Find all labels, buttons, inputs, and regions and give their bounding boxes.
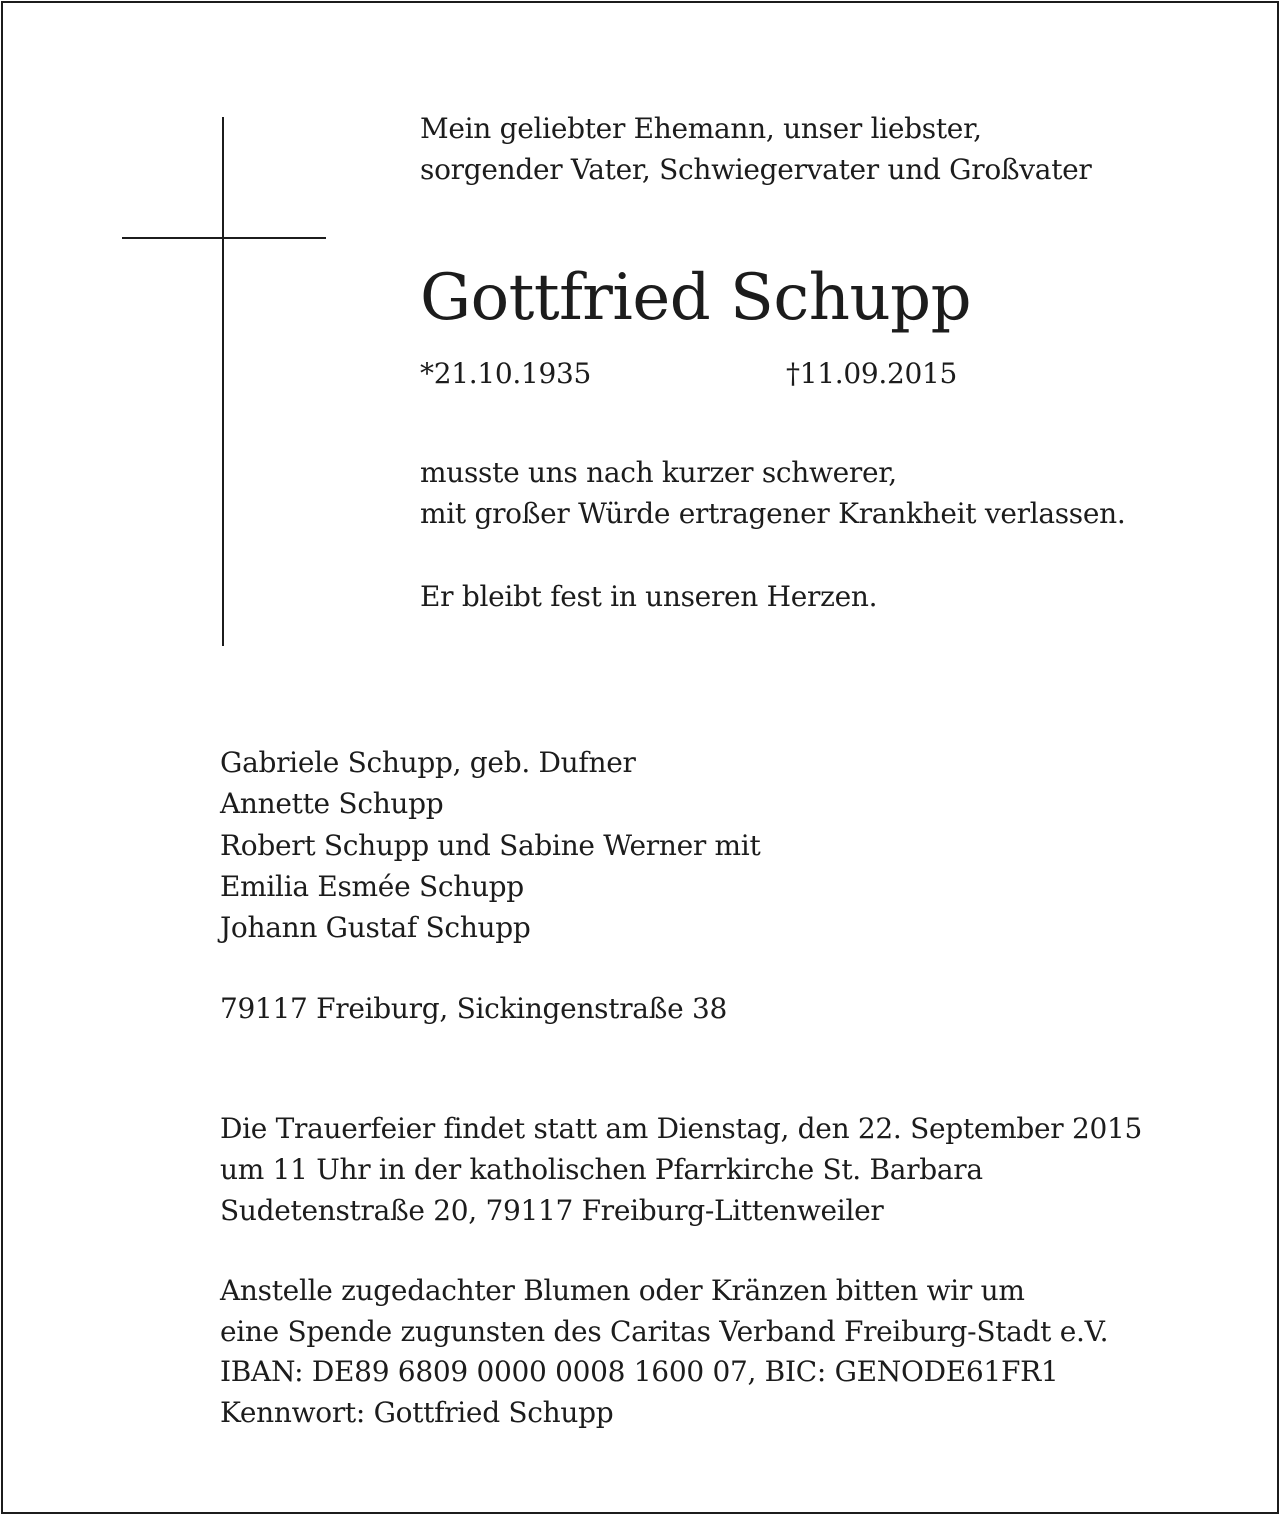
- donation-bank-details: IBAN: DE89 6809 0000 0008 1600 07, BIC: GENODE61FR1: [220, 1355, 1059, 1388]
- death-date: †11.09.2015: [786, 357, 958, 390]
- cross-icon-bar: [122, 237, 326, 239]
- donation-line-1: Anstelle zugedachter Blumen oder Kränzen bitten wir um: [220, 1274, 1025, 1307]
- family-member: Robert Schupp und Sabine Werner mit: [220, 829, 761, 862]
- family-member: Johann Gustaf Schupp: [220, 911, 531, 944]
- family-member: Emilia Esmée Schupp: [220, 870, 524, 903]
- deceased-name: Gottfried Schupp: [420, 261, 972, 335]
- intro-line-1: Mein geliebter Ehemann, unser liebster,: [420, 112, 982, 145]
- birth-date: *21.10.1935: [420, 357, 592, 390]
- ceremony-line-2: um 11 Uhr in der katholischen Pfarrkirche St. Barbara: [220, 1153, 983, 1186]
- ceremony-line-3: Sudetenstraße 20, 79117 Freiburg-Littenweiler: [220, 1194, 884, 1227]
- intro-line-2: sorgender Vater, Schwiegervater und Großvater: [420, 153, 1092, 186]
- donation-keyword: Kennwort: Gottfried Schupp: [220, 1396, 614, 1429]
- ceremony-line-1: Die Trauerfeier findet statt am Dienstag, den 22. September 2015: [220, 1112, 1143, 1145]
- family-member: Gabriele Schupp, geb. Dufner: [220, 746, 636, 779]
- message-line-1: musste uns nach kurzer schwerer,: [420, 456, 897, 489]
- family-address: 79117 Freiburg, Sickingenstraße 38: [220, 992, 727, 1025]
- cross-icon: [222, 117, 224, 646]
- donation-line-2: eine Spende zugunsten des Caritas Verband Freiburg-Stadt e.V.: [220, 1315, 1109, 1348]
- family-member: Annette Schupp: [220, 787, 444, 820]
- closing-line: Er bleibt fest in unseren Herzen.: [420, 580, 878, 613]
- message-line-2: mit großer Würde ertragener Krankheit verlassen.: [420, 497, 1126, 530]
